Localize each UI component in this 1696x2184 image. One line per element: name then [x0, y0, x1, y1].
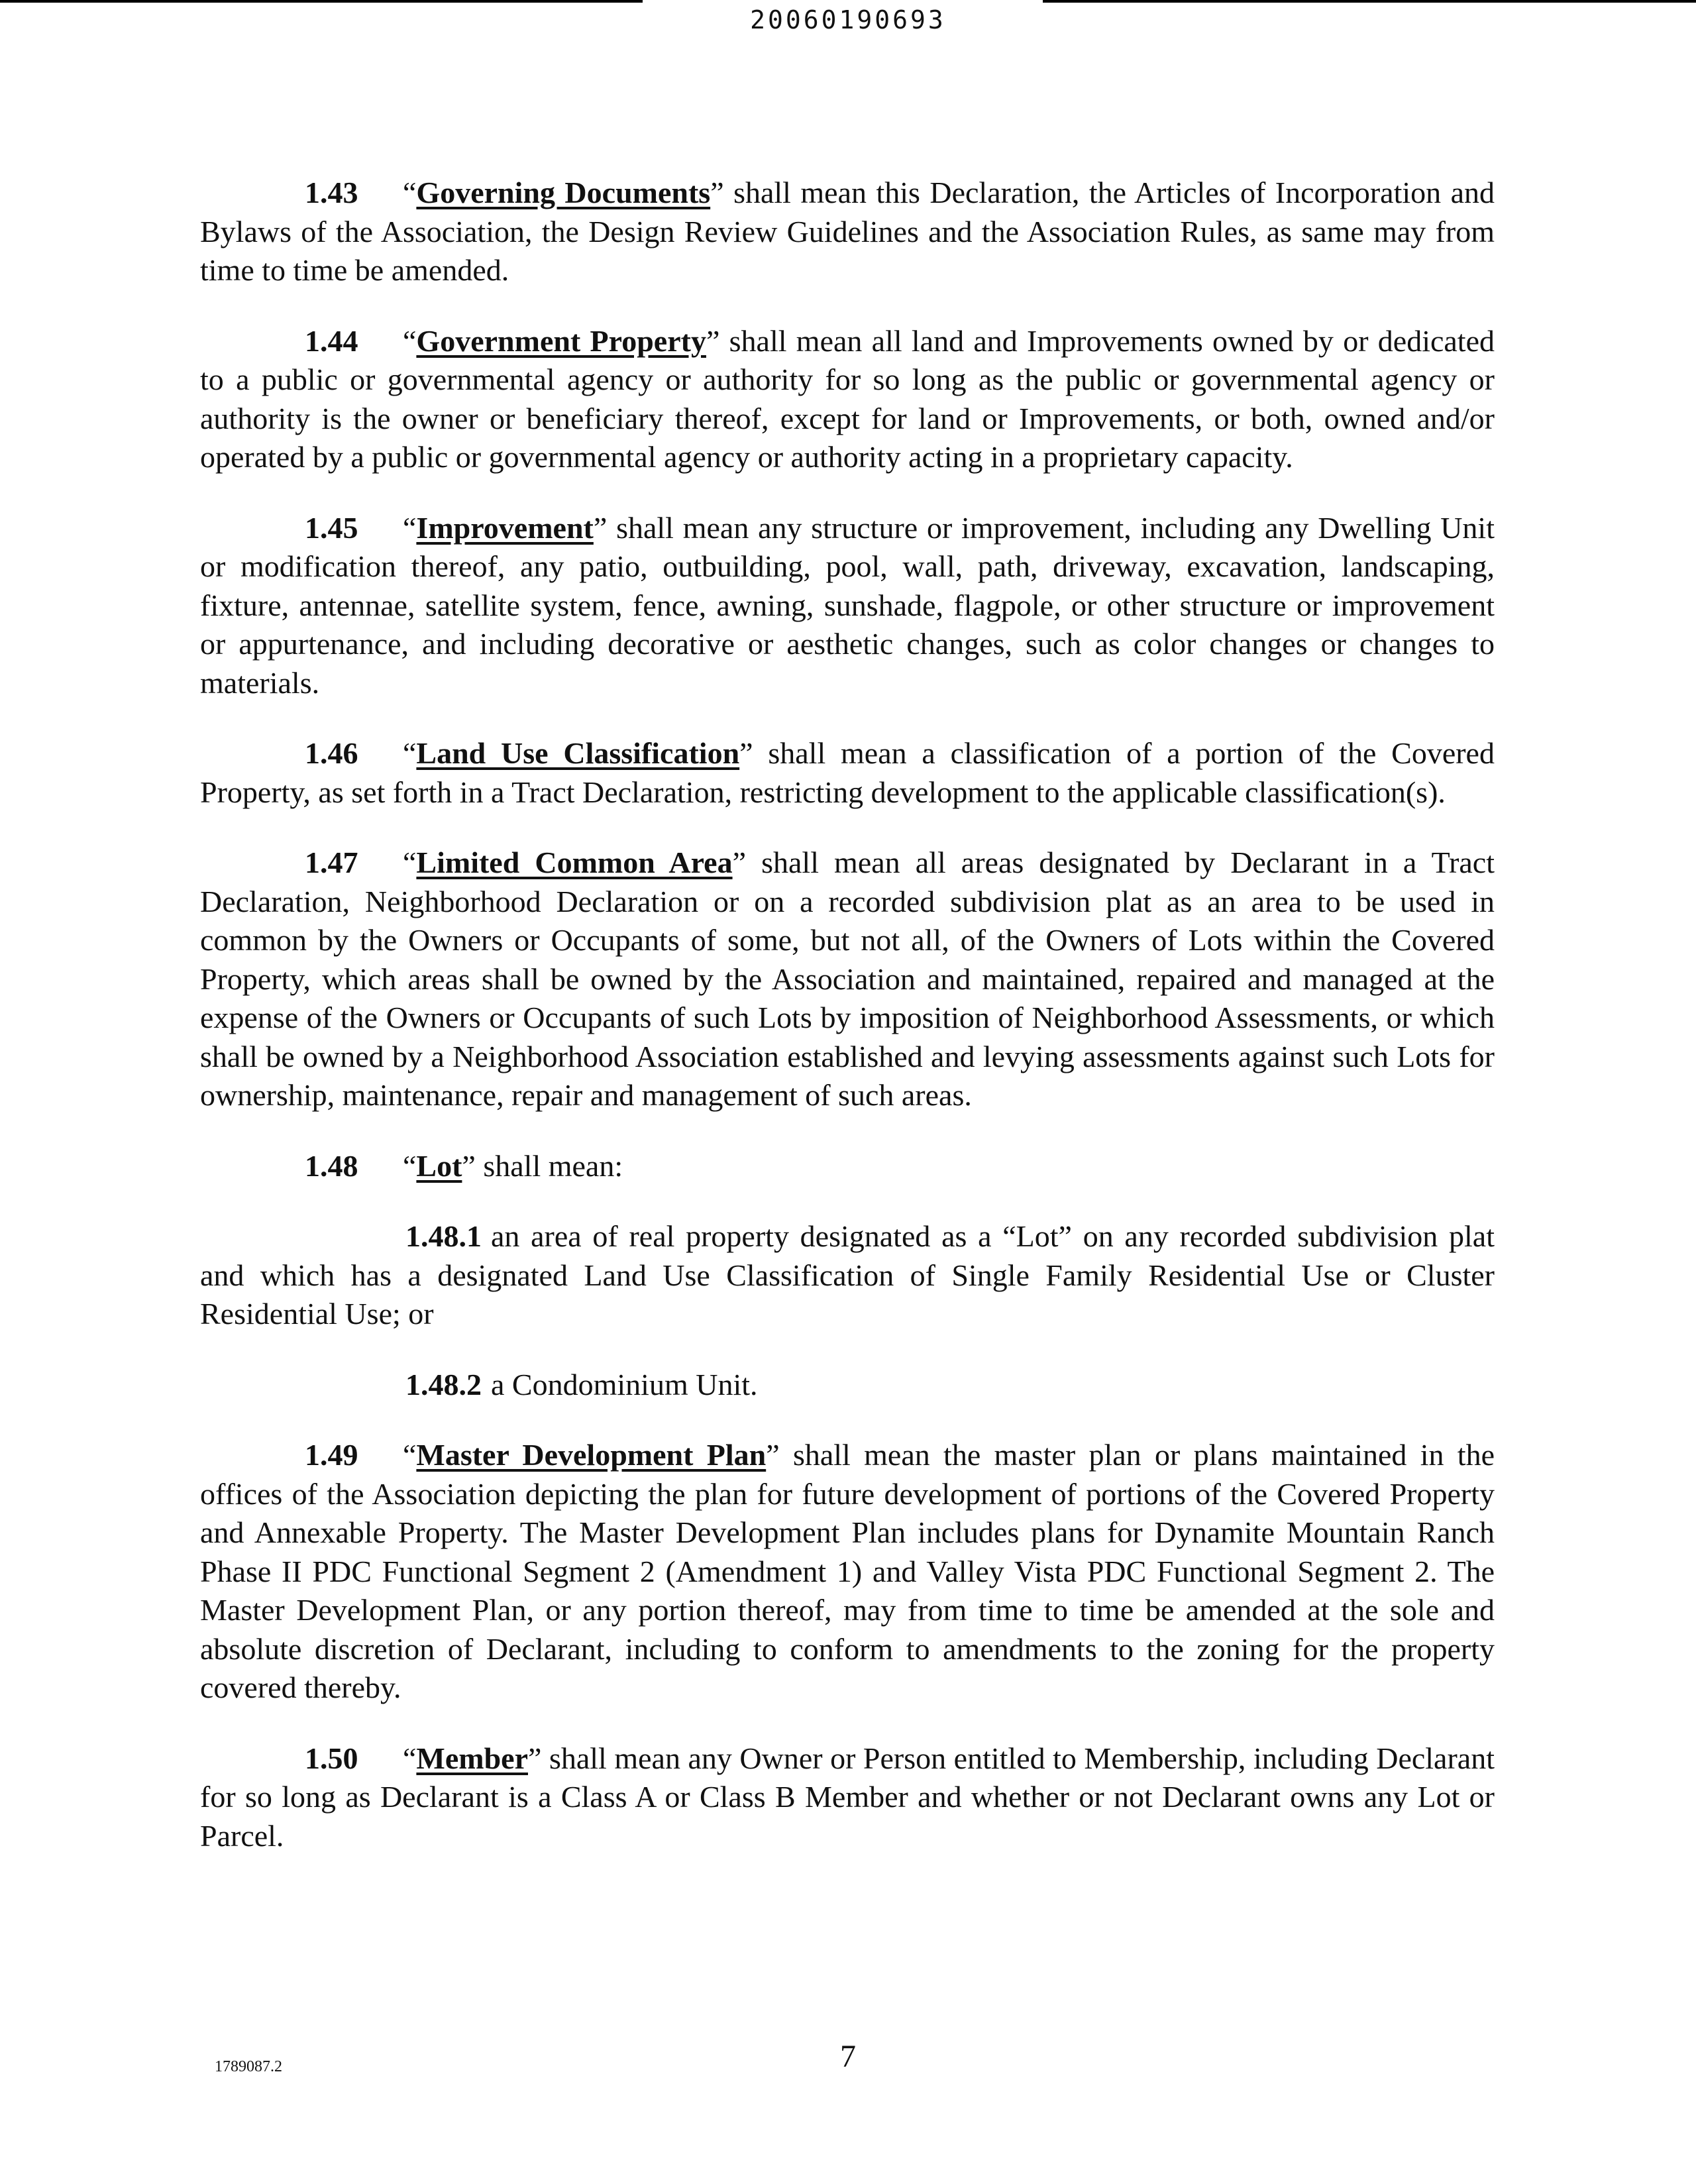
subsection-text: an area of real property designated as a “Lot” on any recorded subdivision plat and which has a designated Land Use Classification of Single Family Residential Use or Cluster Residential Use; or [200, 1219, 1495, 1331]
definition-text: shall mean all land and Improvements owned by or dedicated to a public or governmental agency or authority for so long as the public or governmental agency or authority is the owner or beneficiary thereof, except for land or Improvements, or both, owned and/or operated by a public or governmental agency or authority acting in a proprietary capacity. [200, 323, 1495, 474]
definition-1-48: 1.48 “Lot” shall mean: [200, 1147, 1495, 1186]
defined-term: Lot [416, 1148, 462, 1183]
section-number: 1.48 [305, 1148, 358, 1183]
section-number: 1.43 [305, 176, 358, 209]
definition-text: shall mean any Owner or Person entitled to Membership, including Declarant for so long as Declarant is a Class A or Class B Member and whether or not Declarant owns any Lot or Parcel. [200, 1741, 1495, 1853]
definition-text: shall mean any structure or improvement, including any Dwelling Unit or modification thereof, any patio, outbuilding, pool, wall, path, driveway, excavation, landscaping, fixture, antennae, satellite system, fence, awning, sunshade, flagpole, or other structure or improvement or appurtenance, and including decorative or aesthetic changes, such as color changes or changes to materials. [200, 510, 1495, 700]
defined-term: Member [416, 1741, 528, 1775]
defined-term: Land Use Classification [416, 736, 740, 770]
definition-text: shall mean all areas designated by Declarant in a Tract Declaration, Neighborhood Declaration or on a recorded subdivision plat as an area to be used in common by the Owners or Occupants of some, but not all, of the Owners of Lots within the Covered Property, which areas shall be owned by the Association and maintained, repaired and managed at the expense of the Owners or Occupants of such Lots by imposition of Neighborhood Assessments, or which shall be owned by a Neighborhood Association established and levying assessments against such Lots for ownership, maintenance, repair and management of such areas. [200, 846, 1495, 1112]
definition-1-46: 1.46 “Land Use Classification” shall mean a classification of a portion of the Covered Property, as set forth in a Tract Declaration, restricting development to the applicable classification(s). [200, 734, 1495, 812]
definition-1-49: 1.49 “Master Development Plan” shall mean the master plan or plans maintained in the offices of the Association depicting the plan for future development of portions of the Covered Property and Annexable Property. The Master Development Plan includes plans for Dynamite Mountain Ranch Phase II PDC Functional Segment 2 (Amendment 1) and Valley Vista PDC Functional Segment 2. The Master Development Plan, or any portion thereof, may from time to time be amended at the sole and absolute discretion of Declarant, including to conform to amendments to the zoning for the property covered thereby. [200, 1436, 1495, 1708]
definition-text: shall mean this Declaration, the Articles of Incorporation and Bylaws of the Association, the Design Review Guidelines and the Association Rules, as same may from time to time be amended. [200, 176, 1495, 287]
defined-term: Improvement [416, 510, 594, 545]
definition-text: shall mean the master plan or plans maintained in the offices of the Association depicting the plan for future development of portions of the Covered Property and Annexable Property. The Master Development Plan includes plans for Dynamite Mountain Ranch Phase II PDC Functional Segment 2 (Amendment 1) and Valley Vista PDC Functional Segment 2. The Master Development Plan, or any portion thereof, may from time to time be amended at the sole and absolute discretion of Declarant, including to conform to amendments to the zoning for the property covered thereby. [200, 1438, 1495, 1704]
definition-1-44: 1.44 “Government Property” shall mean all land and Improvements owned by or dedicated to a public or governmental agency or authority for so long as the public or governmental agency or authority is the owner or beneficiary thereof, except for land or Improvements, or both, owned and/or operated by a public or governmental agency or authority acting in a proprietary capacity. [200, 322, 1495, 477]
section-number: 1.47 [305, 846, 358, 879]
defined-term: Limited Common Area [416, 846, 733, 879]
header-rule-left [0, 0, 643, 3]
defined-term: Master Development Plan [416, 1438, 767, 1472]
definition-1-47: 1.47 “Limited Common Area” shall mean all areas designated by Declarant in a Tract Declaration, Neighborhood Declaration or on a recorded subdivision plat as an area to be used in common by the Owners or Occupants of some, but not all, of the Owners of Lots within the Covered Property, which areas shall be owned by the Association and maintained, repaired and managed at the expense of the Owners or Occupants of such Lots by imposition of Neighborhood Assessments, or which shall be owned by a Neighborhood Association established and levying assessments against such Lots for ownership, maintenance, repair and management of such areas. [200, 844, 1495, 1115]
document-body [200, 174, 1495, 1887]
document-number: 20060190693 [750, 5, 946, 34]
section-number: 1.49 [305, 1438, 358, 1472]
section-number: 1.50 [305, 1741, 358, 1775]
definition-1-45: 1.45 “Improvement” shall mean any structure or improvement, including any Dwelling Unit or modification thereof, any patio, outbuilding, pool, wall, path, driveway, excavation, landscaping, fixture, antennae, satellite system, fence, awning, sunshade, flagpole, or other structure or improvement or appurtenance, and including decorative or aesthetic changes, such as color changes or changes to materials. [200, 509, 1495, 703]
definition-1-43: 1.43 “Governing Documents” shall mean this Declaration, the Articles of Incorporation and Bylaws of the Association, the Design Review Guidelines and the Association Rules, as same may from time to time be amended. [200, 174, 1495, 290]
header-rule-right [1043, 0, 1696, 3]
subsection-number: 1.48.2 [405, 1367, 482, 1401]
defined-term: Government Property [416, 323, 706, 358]
subsection-text: a Condominium Unit. [491, 1367, 758, 1401]
definition-text: shall mean: [483, 1148, 623, 1183]
section-number: 1.46 [305, 736, 358, 770]
section-number: 1.44 [305, 323, 358, 358]
subsection-number: 1.48.1 [405, 1219, 482, 1253]
defined-term: Governing Documents [416, 176, 711, 209]
page-number: 7 [840, 2039, 856, 2074]
document-id: 1789087.2 [215, 2058, 282, 2075]
definition-text: shall mean a classification of a portion of the Covered Property, as set forth in a Tract Declaration, restricting development to the applicable classification(s). [200, 736, 1495, 809]
section-number: 1.45 [305, 510, 358, 545]
definition-1-50: 1.50 “Member” shall mean any Owner or Person entitled to Membership, including Declarant for so long as Declarant is a Class A or Class B Member and whether or not Declarant owns any Lot or Parcel. [200, 1739, 1495, 1856]
subsection-1-48-2 [200, 1366, 1495, 1405]
subsection-1-48-1 [200, 1217, 1495, 1334]
